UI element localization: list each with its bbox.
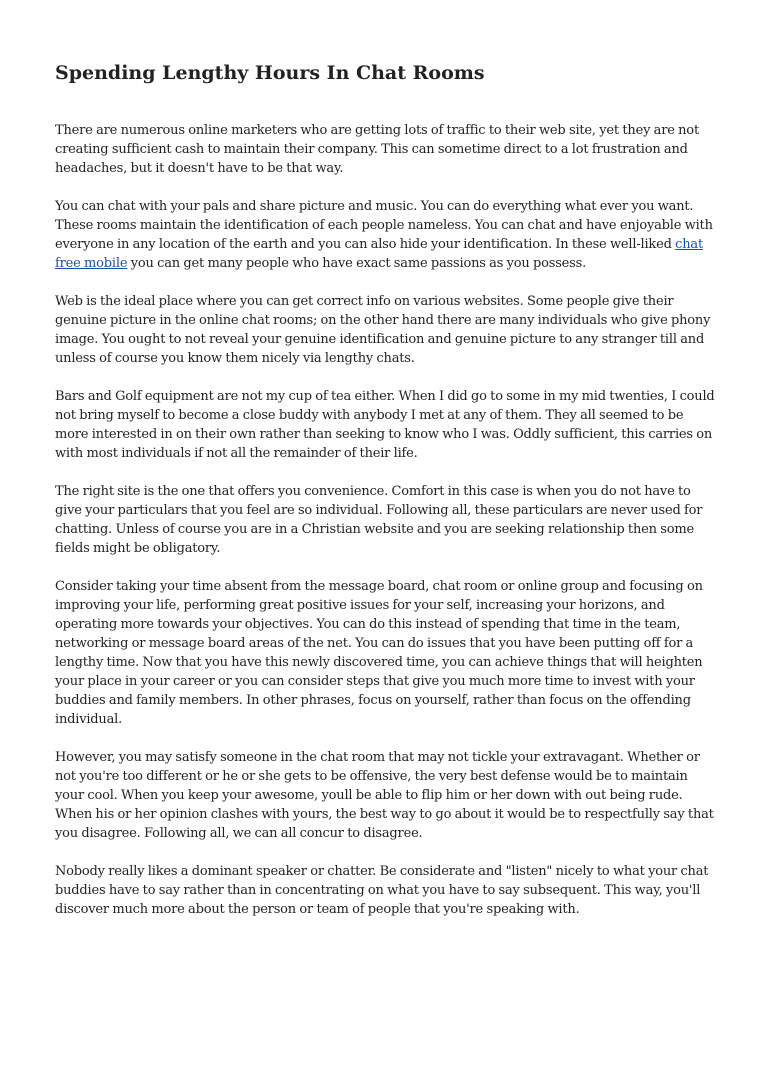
paragraph-6: Consider taking your time absent from the message board, chat room or online group and focusing on improving your life, performing great positive issues for your self, increasing your horizons, and operating more towards your objectives. You can do this instead of spending that time in the team, networking or message board areas of the net. You can do issues that you have been putting off for a lengthy time. Now that you have this newly discovered time, you can achieve things that will heighten your place in your career or you can consider steps that give you much more time to invest with your buddies and family members. In other phrases, focus on yourself, rather than focus on the offending individual.	[55, 579, 703, 727]
paragraph-4: Bars and Golf equipment are not my cup of tea either. When I did go to some in my mid twenties, I could not bring myself to become a close buddy with anybody I met at any of them. They all seemed to be more interested in on their own rather than seeking to know who I was. Oddly sufficient, this carries on with most individuals if not all the remainder of their life.	[55, 389, 715, 461]
paragraph-7: However, you may satisfy someone in the chat room that may not tickle your extravagant. Whether or not you're too different or he or she gets to be offensive, the very best defense would be to maintain your cool. When you keep your awesome, youll be able to flip him or her down with out being rude. When his or her opinion clashes with yours, the best way to go about it would be to respectfully say that you disagree. Following all, we can all concur to disagree.	[55, 750, 714, 841]
paragraph-8: Nobody really likes a dominant speaker or chatter. Be considerate and "listen" nicely to what your chat buddies have to say rather than in concentrating on what you have to say subsequent. This way, you'll discover much more about the person or team of people that you're speaking with.	[55, 864, 709, 917]
paragraph-3: Web is the ideal place where you can get correct info on various websites. Some people give their genuine picture in the online chat rooms; on the other hand there are many individuals who give phony image. You ought to not reveal your genuine identification and genuine picture to any stranger till and unless of course you know them nicely via lengthy chats.	[55, 294, 711, 366]
chat-free-mobile-link[interactable]: chat free mobile	[55, 237, 703, 271]
paragraph-2-text-after: you can get many people who have exact same passions as you possess.	[127, 256, 587, 271]
paragraph-1: There are numerous online marketers who are getting lots of traffic to their web site, yet they are not creating sufficient cash to maintain their company. This can sometime direct to a lot frustration and headaches, but it doesn't have to be that way.	[55, 123, 699, 176]
paragraph-5: The right site is the one that offers you convenience. Comfort in this case is when you do not have to give your particulars that you feel are so individual. Following all, these particulars are never used for chatting. Unless of course you are in a Christian website and you are seeking relationship then some fields might be obligatory.	[55, 484, 703, 556]
document-title: Spending Lengthy Hours In Chat Rooms	[55, 62, 485, 84]
document-page	[55, 58, 715, 938]
paragraph-2	[55, 197, 715, 273]
paragraph-2-text-before: You can chat with your pals and share picture and music. You can do everything what ever you want. These rooms maintain the identification of each people nameless. You can chat and have enjoyable with everyone in any location of the earth and you can also hide your identification. In these well-liked	[55, 199, 713, 252]
